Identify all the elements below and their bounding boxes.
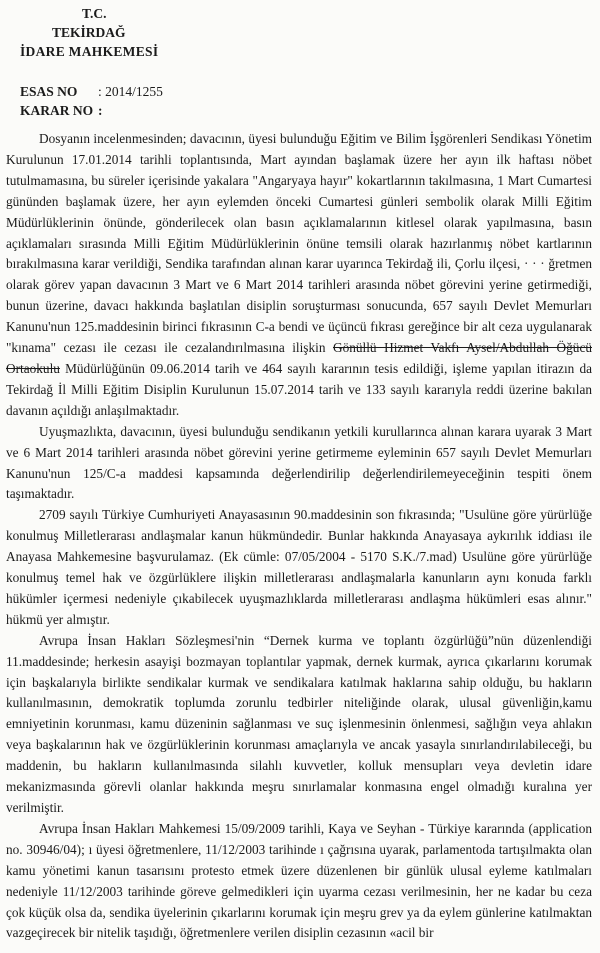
- paragraph-echr-judgment: Avrupa İnsan Hakları Mahkemesi 15/09/2009 tarihli, Kaya ve Seyhan - Türkiye kararında (application no. 30946/04); ı üyesi öğretmenlere, 11/12/2003 tarihinde ı çağrısına uyarak, parlamentoda tartışılmakta olan kamu yönetimi kanun tasarısını protesto etmek üzere düzenlenen bir günlük ulusal eyleme katılmaları nedeniyle 11/12/2003 tarihinde göreve gelmedikleri için uyarma cezası verilmesinin, her ne kadar bu ceza çok küçük olsa da, sendika üyelerinin çıkarlarını korumak için meşru grev ya da eylem günlerine katılmaktan vazgeçirecek bir nitelik taşıdığı, öğretmenlere verilen disiplin cezasının «acil bir: [6, 820, 592, 941]
- karar-separator: :: [98, 103, 103, 118]
- paragraph-facts-text: Dosyanın incelenmesinden; davacının, üyesi bulunduğu Eğitim ve Bilim İşgörenleri Sendikası Yönetim Kurulunun 17.01.2014 tarihli toplantısında, Mart ayından başlamak üzere her ayın ilk haftası nöbet tutulmamasına, bu süreler içerisinde yakalara "Angaryaya hayır" kokartlarının takılmasına, 1 Mart Cumartesi gününden başlamak üzere, her ayın eylemden önceki Cumartesi günleri sembolik olarak Milli Eğitim Müdürlüklerinin önünde, gönderilecek olan basın açıklamalarının kitlesel olarak yapılmasına, basın açıklamaları sırasında Milli Eğitim Müdürlüklerinin önüne temsili olarak hazırlanmış nöbet kartlarının bırakılmasına karar verildiği, Sendika tarafından alınan karar uyarınca Tekirdağ ili, Çorlu ilçesi, · · · ğretmen olarak görev yapan davacının 3 Mart ve 6 Mart 2014 tarihleri arasında nöbet görevini yerine getirmediği, bunun üzerine, davacı hakkında başlatılan disiplin soruşturması sonucunda, 657 sayılı Devlet Memurları Kanunu'nun 125.maddesinin birinci fıkrasının C-a bendi ve üçüncü fıkrası gereğince bir alt ceza uygulanarak "kınama" cezası ile cezası ile cezalandırılmasına ilişkin: [6, 131, 592, 356]
- esas-row: [20, 82, 163, 101]
- document-body: [6, 129, 592, 947]
- karar-row: [20, 101, 163, 120]
- header-court-name: İDARE MAHKEMESİ: [20, 44, 159, 59]
- struck-school-name: Gönüllü Hizmet Vakfı Aysel/Abdullah Öğücü Ortaokulu: [6, 340, 592, 376]
- esas-label: ESAS NO: [20, 84, 78, 99]
- paragraph-dispute: Uyuşmazlıkta, davacının, üyesi bulunduğu sendikanın yetkili kurullarınca alınan karara uyarak 3 Mart ve 6 Mart 2014 tarihleri arasında nöbet görevini yerine getirmeme eyleminin 657 sayılı Devlet Memurları Kanunu'nun 125/C-a maddesi kapsamında değerlendirilip değerlendirilemeyeceğinin tespiti önem taşımaktadır.: [6, 423, 592, 502]
- paragraph-facts: [6, 129, 592, 422]
- header-city: TEKİRDAĞ: [52, 25, 126, 40]
- header-republic: T.C.: [82, 6, 107, 21]
- karar-label: KARAR NO: [20, 103, 94, 118]
- paragraph-echr-article-11: Avrupa İnsan Hakları Sözleşmesi'nin “Dernek kurma ve toplantı özgürlüğü”nün düzenlendiği 11.maddesinde; herkesin asayişi bozmayan toplantılar yapmak, dernek kurmak, ayrıca çıkarlarını korumak için başkalarıyla birlikte sendikalar kurmak ve sendikalara katılmak haklarına sahip olduğu, bu hakların kullanılmasının, demokratik toplumda zorunlu tedbirler niteliğinde olarak, ulusal güvenliğin,kamu emniyetinin korunması, kamu düzeninin sağlanması ve suç işlenmesinin önlenmesi, sağlığın veya ahlakın veya başkalarının hak ve özgürlüklerinin korunması amaçlarıyla ve ancak yasayla sınırlandırılabileceği, bu maddenin, bu hakların kullanılmasında silahlı kuvvetler, kolluk mensupları veya devletin idare mekanizmasında görevli olanlar hakkında meşru sınırlamalar konmasına engel olmadığı kuralına yer verilmiştir.: [6, 632, 592, 815]
- paragraph-facts-continued: Müdürlüğünün 09.06.2014 tarih ve 464 sayılı kararının tesis edildiği, işleme yapılan itirazın da Tekirdağ İl Milli Eğitim Disiplin Kurulunun 15.07.2014 tarih ve 133 sayılı kararıyla reddi üzerine bakılan davanın açıldığı anlaşılmaktadır.: [6, 360, 592, 418]
- paragraph-constitution: 2709 sayılı Türkiye Cumhuriyeti Anayasasının 90.maddesinin son fıkrasında; "Usulüne göre yürürlüğe konulmuş Milletlerarası andlaşmalar kanun hükmündedir. Bunlar hakkında Anayasaya aykırılık iddiası ile Anayasa Mahkemesine başvurulamaz. (Ek cümle: 07/05/2004 - 5170 S.K./7.mad) Usulüne göre yürürlüğe konulmuş temel hak ve özgürlüklere ilişkin milletlerarası andlaşmalarla kanunların aynı konuda farklı hükümler içermesi nedeniyle çıkabilecek uyuşmazlıklarda milletlerarası andlaşma hükümleri esas alınır." hükmü yer almıştır.: [6, 507, 592, 627]
- case-numbers: [20, 82, 163, 120]
- court-header: [20, 4, 220, 61]
- esas-value: : 2014/1255: [98, 84, 163, 99]
